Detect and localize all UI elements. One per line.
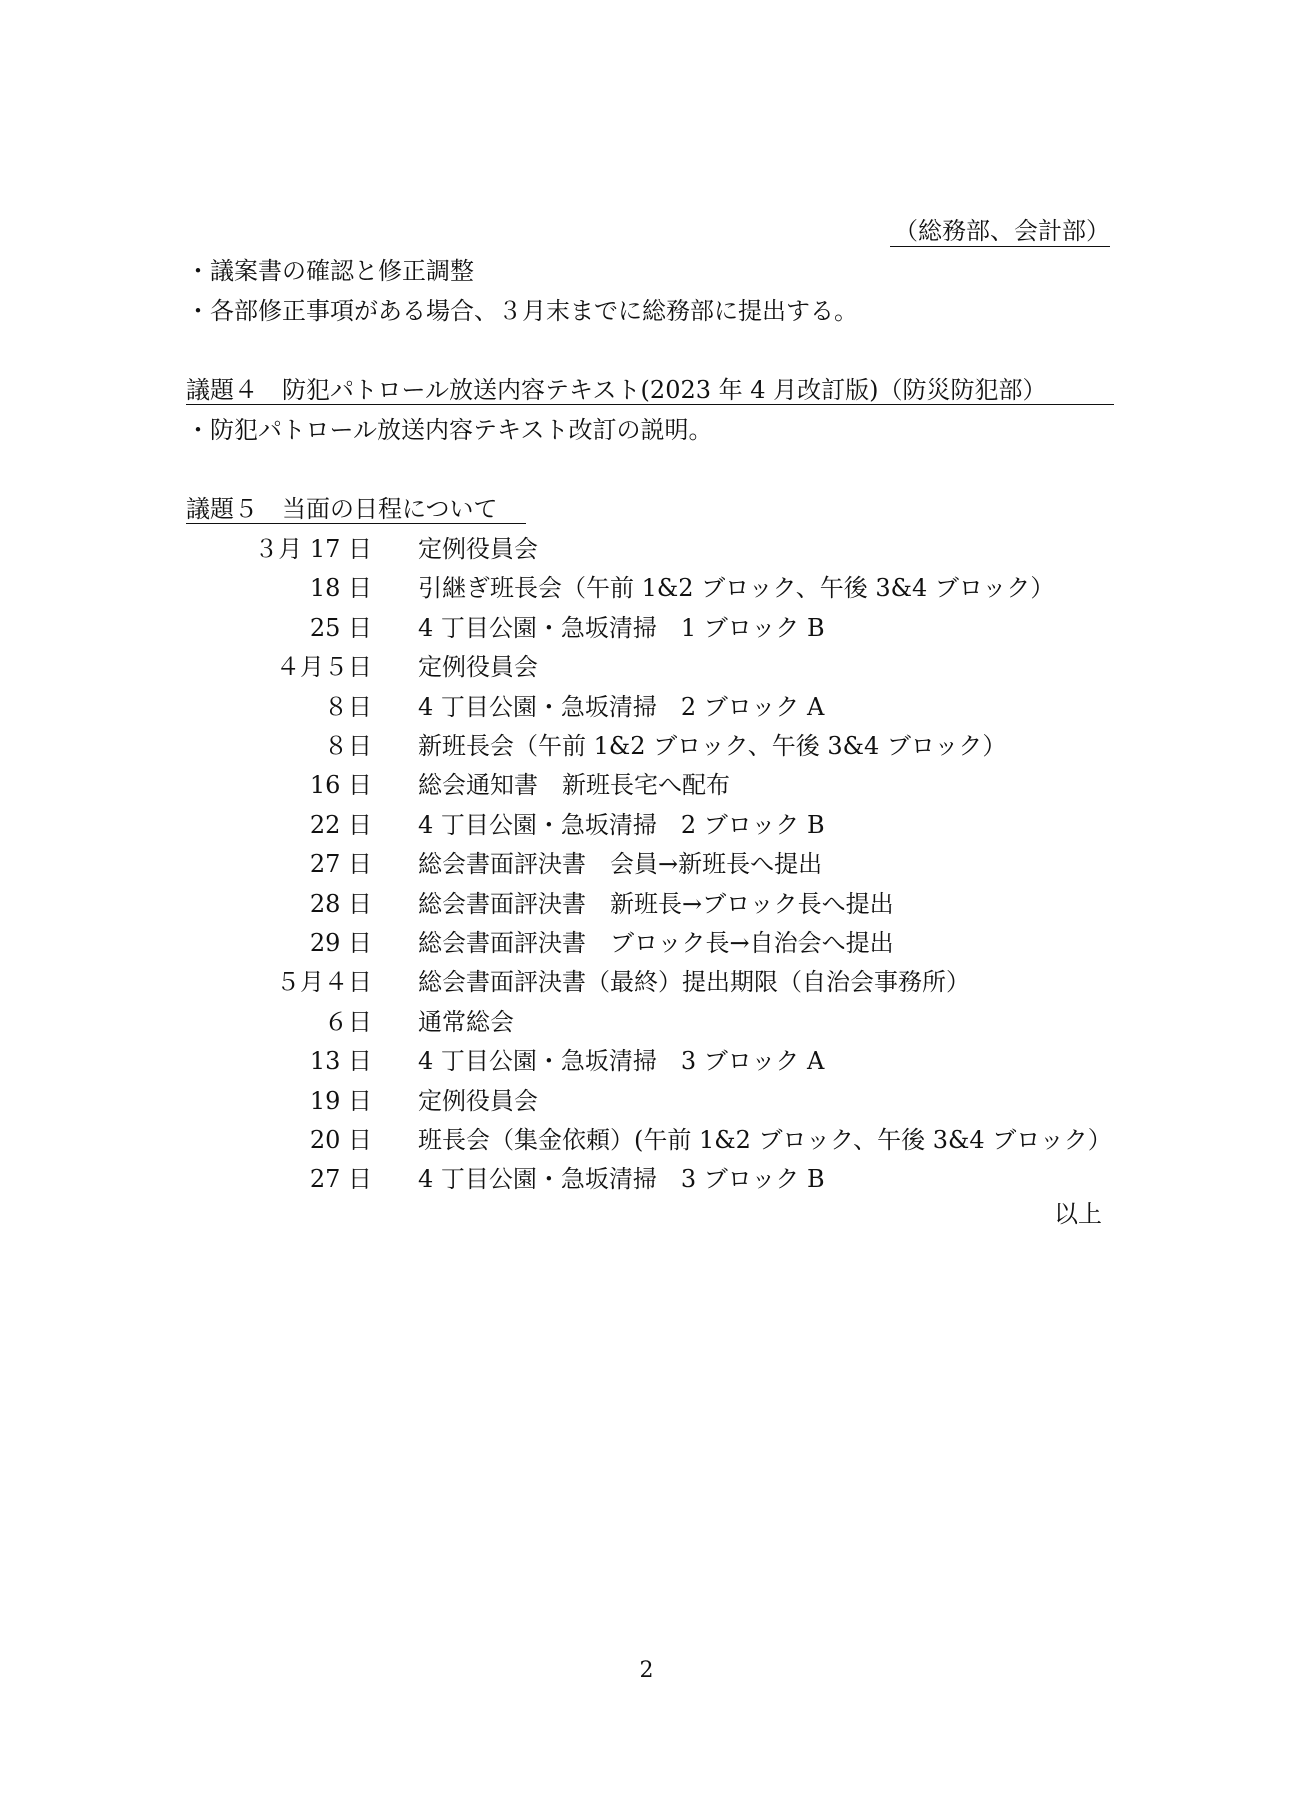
schedule-event: 引継ぎ班長会（午前 1&2 ブロック、午後 3&4 ブロック） [418,574,1055,603]
schedule-row [186,534,1146,564]
schedule-date: 27 日 [309,1165,372,1194]
closing-text: 以上 [1054,1200,1102,1228]
schedule-date: ６日 [324,1007,372,1036]
schedule-row [186,613,1146,643]
schedule-row [186,967,1146,997]
schedule-row [186,810,1146,840]
schedule-event: 通常総会 [418,1007,514,1036]
schedule-event: 定例役員会 [418,535,538,563]
schedule-event: 定例役員会 [418,1086,538,1115]
agenda5-heading: 議題５ 当面の日程について [186,495,498,523]
agenda4-underline [186,404,1114,405]
department-note-underline [890,246,1110,247]
schedule-event: 4 丁目公園・急坂清掃 3 ブロック A [418,1047,825,1076]
schedule-date: ５月４日 [276,968,372,997]
schedule-event: 総会書面評決書 ブロック長→自治会へ提出 [418,929,894,957]
schedule-date: ４月５日 [276,653,372,682]
schedule-row [186,1086,1146,1116]
schedule-date: 25 日 [309,613,372,642]
schedule-row [186,849,1146,879]
schedule-date: 16 日 [309,771,372,800]
schedule-date: 20 日 [309,1126,372,1154]
schedule-event: 総会通知書 新班長宅へ配布 [418,771,730,800]
department-note [890,216,1110,246]
schedule-date: 28 日 [309,889,372,918]
schedule-date: 27 日 [309,850,372,879]
bullet-item: ・議案書の確認と修正調整 [186,257,474,285]
schedule-event: 新班長会（午前 1&2 ブロック、午後 3&4 ブロック） [418,732,1007,760]
schedule-date: 19 日 [309,1086,372,1115]
page-number: 2 [639,1658,654,1683]
schedule-row [186,731,1146,761]
schedule-row [186,573,1146,603]
schedule-date: 29 日 [309,929,372,957]
schedule-event: 4 丁目公園・急坂清掃 3 ブロック B [418,1165,825,1194]
schedule-event: 4 丁目公園・急坂清掃 1 ブロック B [418,613,825,642]
schedule-event: 4 丁目公園・急坂清掃 2 ブロック B [418,810,825,839]
schedule-event: 総会書面評決書（最終）提出期限（自治会事務所） [418,968,970,997]
agenda4-bullet: ・防犯パトロール放送内容テキスト改訂の説明。 [186,416,713,444]
schedule-row [186,692,1146,722]
agenda5-underline [186,523,526,524]
schedule-row [186,889,1146,919]
schedule-event: 定例役員会 [418,653,538,682]
schedule-date: 22 日 [309,810,372,839]
agenda4-heading: 議題４ 防犯パトロール放送内容テキスト(2023 年 4 月改訂版)（防災防犯部） [186,376,1047,404]
schedule-row [186,1046,1146,1076]
schedule-event: 総会書面評決書 新班長→ブロック長へ提出 [418,889,894,918]
schedule-date: ３月 17 日 [254,535,372,563]
schedule-date: ８日 [324,732,372,760]
department-note-text: （総務部、会計部） [894,217,1110,245]
schedule-row [186,1164,1146,1194]
schedule-event: 班長会（集金依頼）(午前 1&2 ブロック、午後 3&4 ブロック） [418,1126,1112,1154]
schedule-row [186,652,1146,682]
schedule-date: 18 日 [309,574,372,603]
schedule-row [186,1007,1146,1037]
schedule-event: 総会書面評決書 会員→新班長へ提出 [418,850,823,879]
schedule-event: 4 丁目公園・急坂清掃 2 ブロック A [418,692,825,721]
schedule-date: 13 日 [309,1047,372,1076]
schedule-row [186,928,1146,958]
schedule-row [186,770,1146,800]
schedule-date: ８日 [324,692,372,721]
schedule-row [186,1125,1146,1155]
bullet-item: ・各部修正事項がある場合、３月末までに総務部に提出する。 [186,297,858,325]
